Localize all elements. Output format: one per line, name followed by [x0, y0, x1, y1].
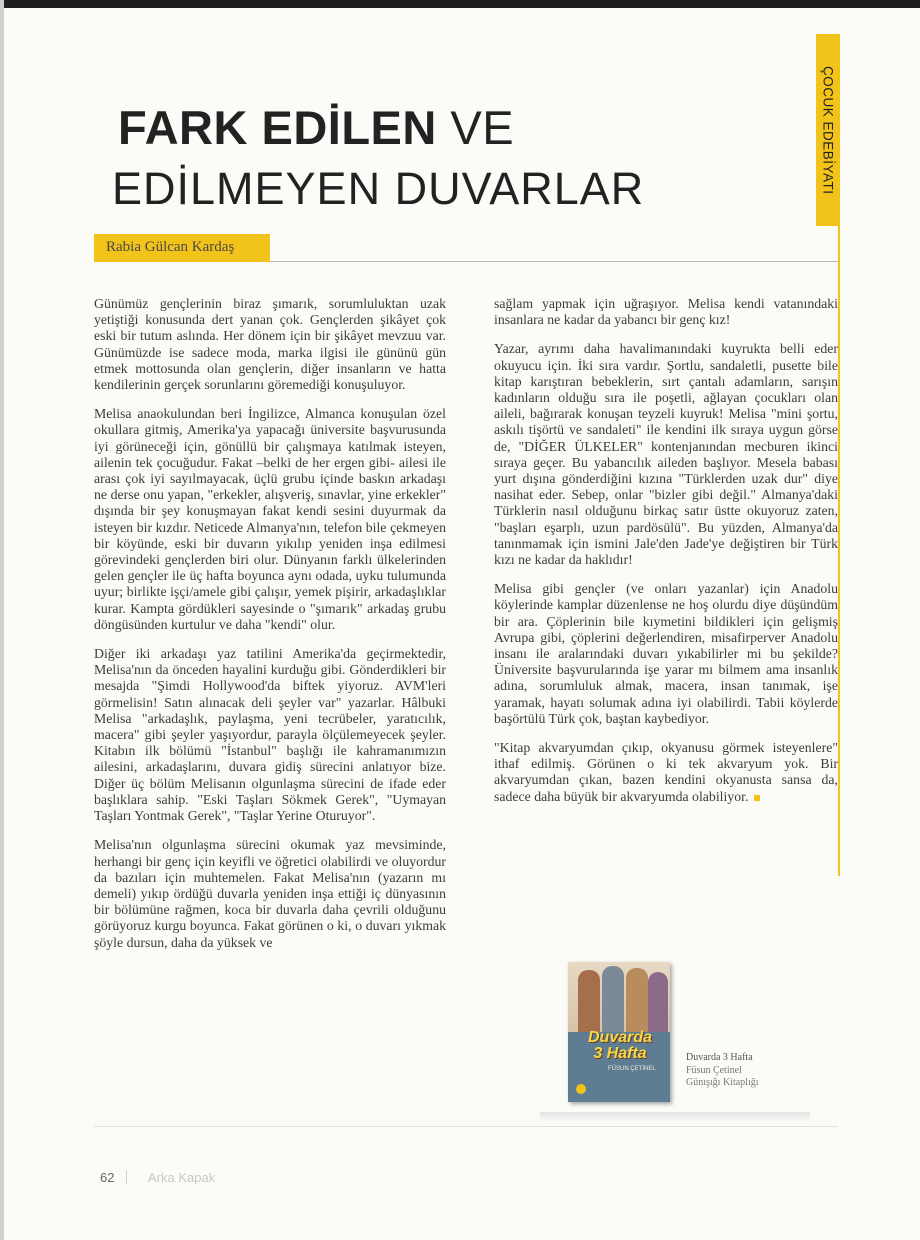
page-left-edge	[0, 0, 4, 1240]
title-bold-part: FARK EDİLEN	[118, 101, 437, 154]
right-column	[494, 296, 838, 818]
footer-separator	[126, 1170, 127, 1184]
publisher-logo-icon	[576, 1084, 586, 1094]
book-cover-title-line2: 3 Hafta	[593, 1045, 647, 1062]
paragraph: Günümüz gençlerinin biraz şımarık, sorumluluktan uzak yetiştiği konusunda dert yanan çok. Gençlerden şikâyet çok eski bir tutum aslında. Her dönem için bir şikâyet mevzuu var. Günümüzde ise sadece moda, marka ilgisi ile gününü gün etmek mottosunda olan gençlerin, diğer insanların ve hatta kendilerinin gerçek sorunlarını göremediği konuşuluyor.	[94, 296, 446, 393]
book-cover-title-line1: Duvarda	[587, 1029, 653, 1046]
left-column	[94, 296, 446, 964]
page-number: 62	[100, 1170, 115, 1185]
paragraph: Melisa'nın olgunlaşma sürecini okumak yaz mevsiminde, herhangi bir genç için keyifli ve öğretici olabilirdi ve oluyordur da bazıları için muhtemelen. Fakat Melisa'nın (yazarın mı demeli) yıkıp ördüğü duvarla yeniden inşa ettiği iç dünyasının bir bölümüne rağmen, koca bir duvarla daha çevrili olduğunu görüyoruz kurgu boyunca. Fakat görünen o ki, o duvarı yıkmak şöyle dursun, daha da yüksek ve	[94, 837, 446, 950]
page-top-edge	[0, 0, 920, 8]
final-paragraph	[494, 740, 838, 805]
author-name: Rabia Gülcan Kardaş	[106, 239, 235, 255]
caption-publisher: Günışığı Kitaplığı	[686, 1077, 759, 1088]
page-title-line2: EDİLMEYEN DUVARLAR	[112, 163, 645, 214]
page-title-line1	[118, 101, 515, 154]
author-bar	[94, 234, 270, 262]
caption-author: Füsun Çetinel	[686, 1064, 742, 1076]
caption-title: Duvarda 3 Hafta	[686, 1052, 753, 1063]
paragraph-text: "Kitap akvaryumdan çıkıp, okyanusu görmek isteyenlere" ithaf edilmiş. Görünen o ki tek akvaryum yok. Bir akvaryumdan çıkan, bazen kendini okyanusta sansa da, sadece daha büyük bir akvaryumda olabiliyor.	[494, 740, 838, 804]
section-rule	[838, 226, 840, 876]
book-shadow	[540, 1112, 810, 1122]
book-cover	[568, 962, 670, 1102]
paragraph: Melisa anaokulundan beri İngilizce, Almanca konuşulan özel okullara gitmiş, Amerika'ya yapacağı üniversite başvurusunda iyi görüneceği için, gönüllü bir çalışmaya katılmak isteyen, ailenin tek çocuğudur. Fakat –belki de her ergen gibi- ailesi ile arası çok iyi sayılmayacak, üçlü grubu içinde baskın arkadaşı ne derse onu yapan, "erkekler, alışveriş, sınavlar, yine erkekler" dışında bir şey konuşmayan fakat kendi sesini duyurmak da isteyen bir kızdır. Neticede Almanya'nın, telefon bile çekmeyen bir köyünde, eski bir duvarın yıkılıp yeniden inşa edilmesi görevindeki gençlerden biri olur. Dünyanın farklı ülkelerinden gelen gençler ile üç hafta boyunca aynı odada, uyku tulumunda uyur; birlikte işçi/amele gibi çalışır, yemek pişirir, arkadaşlıklar kurar. Kampta gördükleri sayesinde o "şımarık" arkadaş grubu döngüsünden kurtulur ve daha "kendi" olur.	[94, 406, 446, 632]
footer-divider	[94, 1126, 838, 1127]
book-cover-figure	[626, 968, 648, 1038]
end-mark-icon	[754, 795, 760, 801]
paragraph: Melisa gibi gençler (ve onları yazanlar) için Anadolu köylerinde kamplar düzenlense ne hoş olurdu diye düşündüm bir ara. Çöplerinin bile kıymetini bildikleri için gelişmiş Avrupa gibi, çöplerini değerlendiren, misafirperver Anadolu insanı ile aralarındaki duvarı yıkabilirler mi bu şekilde? Üniversite başvurularında işe yarar mı bilmem ama insanlık adına, sorumluluk almak, macera, insan tanımak, işe yaramak, hayatı solumak adına iyi olabilirdi. Tabii köylerde başörtülü Türk çok, baştan kaybediyor.	[494, 581, 838, 726]
paragraph: Diğer iki arkadaşı yaz tatilini Amerika'da geçirmektedir, Melisa'nın da önceden hayalini kurduğu gibi. Gönderdikleri bir mesajda "Şimdi Hollywood'da biftek yiyoruz. AVM'leri görmelisin! Satın alınacak deli şeyler var" yazarlar. Hâlbuki Melisa "arkadaşlık, paylaşma, yeni tecrübeler, yaratıcılık, macera" gibi şeyler yaşıyordur, parayla ölçülemeyecek şeyler. Kitabın ilk bölümü "İstanbul" başlığı ile kahramanımızın ailesini, arkadaşlarını, duvara gidiş sürecini anlatıyor bize. Diğer üç bölüm Melisanın olgunlaşma sürecini de ifade eder başlıklara sahip. "Eski Taşları Sökmek Gerek", "Uymayan Taşları Yontmak Gerek", "Taşlar Yerine Oturuyor".	[94, 646, 446, 824]
book-cover-author: FÜSUN ÇETİNEL	[608, 1066, 656, 1072]
author-divider	[270, 261, 838, 262]
title-light-part: VE	[450, 101, 515, 154]
book-caption	[686, 1052, 759, 1090]
book-cover-title	[582, 1030, 658, 1062]
magazine-name: Arka Kapak	[148, 1170, 216, 1185]
section-label: ÇOCUK EDEBİYATI	[820, 65, 836, 195]
paragraph: Yazar, ayrımı daha havalimanındaki kuyrukta belli eder okuyucu için. İki sıra vardır. Şortlu, sandaletli, pusette bile kitap karıştıran bebeklerin, sırt çantalı adamların, sarışın kadınların olduğu sıra ile poşetli, ağlayan çocukları olan aileli, bağırarak konuşan teyzeli kuyruk! Melisa "mini şortu, askılı tişörtü ve sandaleti" ile kendini ilk sıraya uygun görse de, "DİĞER ÜLKELER" kontenjanından mecburen ikinci sıraya geçer. Bu yabancılık aileden başlıyor. Mesela babası yurt dışına gönderdiğini kızına "Türklerden uzak dur" diye nasihat eder. Sebep, onlar "bizler gibi değil." Almanya'daki Türklerin nasıl olduğunu birkaç satır üstte okuyoruz zaten, "başları eşarplı, uzun pardösülü". Bu yüzden, Almanya'da tanınmamak için ismini Jale'den Jade'ye değiştiren bir Türk kızı ne kadar da haklıdır!	[494, 341, 838, 568]
book-cover-figure	[602, 966, 624, 1038]
section-tab	[816, 34, 840, 226]
paragraph: sağlam yapmak için uğraşıyor. Melisa kendi vatanındaki insanlara ne kadar da yabancı bir genç kız!	[494, 296, 838, 328]
